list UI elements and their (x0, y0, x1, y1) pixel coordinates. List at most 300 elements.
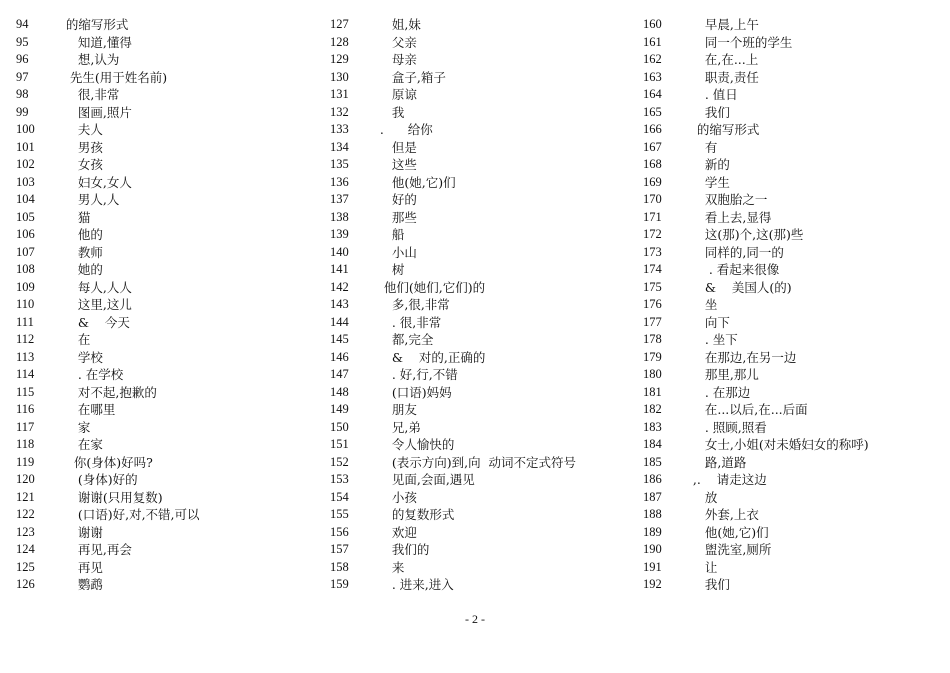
entry-number: 153 (330, 472, 349, 486)
entry-number: 157 (330, 542, 349, 556)
entry-meaning: . 照顾,照看 (681, 419, 767, 435)
vocab-entry (330, 16, 576, 34)
entry-meaning: 在哪里 (54, 402, 116, 417)
entry-meaning: 的缩写形式 (681, 122, 760, 137)
vocab-entry (643, 191, 869, 209)
vocab-entry (16, 279, 200, 297)
entry-number: 125 (16, 559, 35, 574)
vocab-entry (643, 279, 869, 297)
entry-meaning: 他的 (54, 227, 103, 242)
vocab-entry (16, 384, 200, 402)
vocab-entry (643, 121, 869, 139)
vocab-entry (16, 191, 200, 209)
vocab-entry (330, 244, 576, 262)
entry-meaning: 兄,弟 (368, 419, 421, 435)
vocab-column-2 (330, 16, 576, 594)
entry-meaning: (表示方向)到,向 动词不定式符号 (368, 454, 577, 470)
vocab-entry (643, 16, 869, 34)
entry-meaning: (口语)好,对,不错,可以 (54, 507, 200, 522)
vocab-entry (330, 366, 576, 384)
entry-number: 97 (16, 69, 29, 84)
entry-meaning: 我 (368, 104, 405, 120)
vocab-entry (643, 156, 869, 174)
entry-number: 115 (16, 384, 35, 399)
entry-meaning: 路,道路 (681, 454, 747, 470)
entry-meaning: 先生(用于姓名前) (54, 69, 168, 85)
entry-number: 173 (643, 244, 662, 259)
vocab-entry (330, 121, 576, 139)
entry-meaning: 母亲 (368, 52, 417, 67)
entry-meaning: ,. 请走这边 (681, 472, 767, 487)
entry-meaning: . 进来,进入 (368, 577, 454, 592)
entry-number: 156 (330, 524, 349, 539)
entry-meaning: 图画,照片 (54, 104, 132, 120)
entry-meaning: 外套,上衣 (681, 507, 759, 522)
entry-number: 187 (643, 489, 662, 504)
entry-number: 150 (330, 419, 349, 434)
entry-number: 103 (16, 174, 35, 189)
entry-meaning: 同一个班的学生 (681, 34, 793, 50)
entry-meaning: & 美国人(的) (681, 279, 792, 295)
vocab-entry (330, 454, 576, 472)
vocab-entry (16, 419, 200, 437)
entry-number: 161 (643, 34, 662, 49)
vocab-entry (16, 541, 200, 559)
vocab-entry (16, 261, 200, 279)
vocab-entry (16, 209, 200, 227)
vocab-entry (643, 226, 869, 244)
entry-number: 186 (643, 472, 662, 486)
entry-meaning: 树 (368, 262, 405, 277)
entry-meaning: 放 (681, 489, 718, 505)
vocab-entry (643, 366, 869, 384)
vocab-entry (643, 314, 869, 332)
entry-number: 100 (16, 122, 35, 136)
entry-number: 142 (330, 279, 349, 294)
entry-number: 119 (16, 454, 35, 469)
entry-meaning: 很,非常 (54, 87, 120, 102)
vocab-entry (16, 331, 200, 349)
vocab-entry (330, 384, 576, 402)
entry-meaning: 好的 (368, 192, 417, 207)
entry-meaning: 在,在...上 (681, 52, 759, 67)
vocab-entry (643, 454, 869, 472)
entry-number: 138 (330, 209, 349, 224)
entry-number: 136 (330, 174, 349, 189)
vocab-entry (330, 349, 576, 367)
entry-meaning: 原谅 (368, 87, 417, 102)
vocab-entry (643, 244, 869, 262)
entry-meaning: 男孩 (54, 139, 103, 155)
entry-number: 114 (16, 367, 35, 381)
entry-number: 118 (16, 437, 35, 451)
entry-number: 175 (643, 279, 662, 294)
vocab-entry (16, 436, 200, 454)
entry-meaning: 小山 (368, 244, 417, 260)
entry-meaning: 鹦鹉 (54, 577, 103, 592)
entry-number: 128 (330, 34, 349, 49)
entry-number: 180 (643, 367, 662, 381)
vocab-entry (330, 191, 576, 209)
entry-number: 185 (643, 454, 662, 469)
vocab-entry (330, 86, 576, 104)
entry-number: 111 (16, 314, 34, 329)
entry-meaning: 猫 (54, 209, 91, 225)
entry-meaning: . 值日 (681, 87, 738, 102)
vocab-entry (330, 279, 576, 297)
entry-meaning: 在家 (54, 437, 103, 452)
entry-number: 188 (643, 507, 662, 521)
vocab-entry (16, 51, 200, 69)
entry-meaning: 的复数形式 (368, 507, 455, 522)
vocab-entry (330, 559, 576, 577)
entry-number: 143 (330, 297, 349, 311)
entry-number: 163 (643, 69, 662, 84)
vocab-entry (16, 454, 200, 472)
entry-meaning: . 给你 (368, 122, 433, 137)
entry-meaning: 双胞胎之一 (681, 192, 768, 207)
entry-meaning: 那里,那儿 (681, 367, 759, 382)
vocab-entry (643, 296, 869, 314)
entry-number: 177 (643, 314, 662, 329)
entry-meaning: 再见 (54, 559, 103, 575)
entry-meaning: 那些 (368, 209, 417, 225)
entry-meaning: 妇女,女人 (54, 174, 132, 190)
vocab-entry (330, 226, 576, 244)
vocab-entry (643, 86, 869, 104)
entry-meaning: (身体)好的 (54, 472, 138, 487)
entry-meaning: 在...以后,在...后面 (681, 402, 808, 417)
vocab-entry (330, 104, 576, 122)
entry-number: 169 (643, 174, 662, 189)
vocab-entry (330, 139, 576, 157)
vocab-entry (643, 401, 869, 419)
entry-number: 130 (330, 69, 349, 84)
vocab-entry (643, 471, 869, 489)
vocab-entry (16, 314, 200, 332)
entry-meaning: 这里,这儿 (54, 297, 132, 312)
entry-meaning: . 很,非常 (368, 314, 442, 330)
vocab-entry (330, 436, 576, 454)
entry-meaning: 我们 (681, 577, 730, 592)
vocab-entry (16, 174, 200, 192)
entry-number: 96 (16, 52, 29, 66)
entry-number: 123 (16, 524, 35, 539)
entry-number: 184 (643, 437, 662, 451)
vocab-entry (16, 576, 200, 594)
entry-number: 132 (330, 104, 349, 119)
entry-number: 160 (643, 17, 662, 31)
entry-number: 162 (643, 52, 662, 66)
entry-number: 122 (16, 507, 35, 521)
vocab-entry (643, 349, 869, 367)
entry-number: 131 (330, 87, 349, 101)
entry-number: 168 (643, 157, 662, 171)
entry-meaning: & 对的,正确的 (368, 349, 486, 365)
entry-meaning: 坐 (681, 297, 718, 312)
entry-meaning: 同样的,同一的 (681, 244, 784, 260)
vocab-entry (16, 156, 200, 174)
entry-meaning: 姐,妹 (368, 17, 421, 32)
vocab-column-3 (643, 16, 869, 594)
entry-meaning: (口语)妈妈 (368, 384, 452, 400)
entry-number: 191 (643, 559, 662, 574)
vocab-entry (330, 314, 576, 332)
entry-number: 146 (330, 349, 349, 364)
vocab-entry (643, 261, 869, 279)
entry-number: 133 (330, 122, 349, 136)
entry-number: 99 (16, 104, 29, 119)
entry-number: 147 (330, 367, 349, 381)
vocab-entry (16, 296, 200, 314)
vocab-entry (16, 104, 200, 122)
entry-number: 182 (643, 402, 662, 416)
entry-meaning: 我们 (681, 104, 730, 120)
vocab-entry (643, 419, 869, 437)
entry-meaning: 女孩 (54, 157, 103, 172)
entry-meaning: 家 (54, 419, 91, 435)
entry-meaning: 都,完全 (368, 332, 434, 347)
entry-meaning: 看上去,显得 (681, 209, 772, 225)
vocab-entry (643, 69, 869, 87)
entry-number: 159 (330, 577, 349, 591)
vocab-entry (330, 506, 576, 524)
vocab-entry (16, 69, 200, 87)
vocab-entry (16, 139, 200, 157)
vocab-entry (16, 16, 200, 34)
vocab-entry (16, 366, 200, 384)
entry-meaning: 这些 (368, 157, 417, 172)
entry-meaning: 欢迎 (368, 524, 417, 540)
entry-number: 192 (643, 577, 662, 591)
vocab-entry (330, 69, 576, 87)
entry-meaning: . 坐下 (681, 332, 738, 347)
entry-meaning: . 看起来很像 (681, 262, 780, 277)
entry-number: 108 (16, 262, 35, 276)
entry-meaning: 有 (681, 139, 718, 155)
entry-meaning: 父亲 (368, 34, 417, 50)
vocab-entry (16, 471, 200, 489)
vocab-entry (643, 104, 869, 122)
entry-number: 101 (16, 139, 35, 154)
entry-number: 167 (643, 139, 662, 154)
entry-meaning: . 在那边 (681, 384, 751, 400)
entry-meaning: 再见,再会 (54, 542, 132, 557)
entry-meaning: 职责,责任 (681, 69, 759, 85)
vocab-entry (330, 419, 576, 437)
entry-number: 144 (330, 314, 349, 329)
entry-number: 107 (16, 244, 35, 259)
entry-number: 151 (330, 437, 349, 451)
entry-number: 106 (16, 227, 35, 241)
vocab-entry (330, 489, 576, 507)
entry-number: 145 (330, 332, 349, 346)
entry-meaning: 谢谢(只用复数) (54, 489, 163, 505)
entry-meaning: 但是 (368, 139, 417, 155)
entry-meaning: 朋友 (368, 402, 417, 417)
entry-number: 148 (330, 384, 349, 399)
vocab-entry (16, 524, 200, 542)
entry-number: 109 (16, 279, 35, 294)
entry-number: 165 (643, 104, 662, 119)
entry-number: 95 (16, 34, 29, 49)
entry-number: 189 (643, 524, 662, 539)
entry-number: 178 (643, 332, 662, 346)
entry-number: 164 (643, 87, 662, 101)
entry-number: 190 (643, 542, 662, 556)
vocab-entry (643, 524, 869, 542)
vocab-entry (643, 489, 869, 507)
entry-meaning: 他(她,它)们 (368, 174, 456, 190)
entry-meaning: 想,认为 (54, 52, 120, 67)
entry-meaning: 来 (368, 559, 405, 575)
entry-meaning: 盥洗室,厕所 (681, 542, 772, 557)
vocab-entry (643, 209, 869, 227)
entry-number: 127 (330, 17, 349, 31)
vocab-entry (16, 401, 200, 419)
entry-meaning: 在那边,在另一边 (681, 349, 797, 365)
entry-number: 94 (16, 17, 29, 31)
entry-number: 181 (643, 384, 662, 399)
entry-meaning: . 好,行,不错 (368, 367, 458, 382)
entry-meaning: 对不起,抱歉的 (54, 384, 157, 400)
entry-number: 135 (330, 157, 349, 171)
vocab-entry (643, 34, 869, 52)
entry-number: 174 (643, 262, 662, 276)
entry-meaning: 见面,会面,遇见 (368, 472, 475, 487)
entry-number: 102 (16, 157, 35, 171)
entry-number: 183 (643, 419, 662, 434)
entry-meaning: 让 (681, 559, 718, 575)
vocab-entry (330, 471, 576, 489)
entry-meaning: 学校 (54, 349, 103, 365)
vocab-entry (643, 139, 869, 157)
entry-meaning: 每人,人人 (54, 279, 132, 295)
entry-meaning: . 在学校 (54, 367, 124, 382)
entry-number: 172 (643, 227, 662, 241)
vocab-entry (16, 559, 200, 577)
entry-meaning: 令人愉快的 (368, 437, 455, 452)
vocab-entry (330, 174, 576, 192)
entry-meaning: 早晨,上午 (681, 17, 759, 32)
entry-number: 116 (16, 402, 35, 416)
entry-number: 158 (330, 559, 349, 574)
entry-number: 166 (643, 122, 662, 136)
entry-number: 141 (330, 262, 349, 276)
entry-number: 139 (330, 227, 349, 241)
entry-number: 112 (16, 332, 35, 346)
vocab-entry (330, 331, 576, 349)
entry-number: 120 (16, 472, 35, 486)
vocab-entry (16, 489, 200, 507)
vocab-entry (330, 524, 576, 542)
entry-meaning: 小孩 (368, 489, 417, 505)
vocab-entry (16, 349, 200, 367)
entry-meaning: 盒子,箱子 (368, 69, 446, 85)
entry-meaning: 船 (368, 227, 405, 242)
entry-number: 98 (16, 87, 29, 101)
entry-meaning: & 今天 (54, 314, 130, 330)
entry-meaning: 他们(她们,它们)的 (368, 279, 486, 295)
entry-number: 140 (330, 244, 349, 259)
vocab-entry (643, 331, 869, 349)
vocab-entry (643, 576, 869, 594)
vocab-entry (16, 244, 200, 262)
entry-meaning: 你(身体)好吗? (54, 454, 153, 470)
entry-meaning: 我们的 (368, 542, 430, 557)
vocab-entry (16, 226, 200, 244)
entry-number: 152 (330, 454, 349, 469)
entry-meaning: 男人,人 (54, 192, 120, 207)
entry-meaning: 夫人 (54, 122, 103, 137)
entry-number: 113 (16, 349, 35, 364)
entry-number: 171 (643, 209, 662, 224)
entry-number: 137 (330, 192, 349, 206)
vocab-entry (643, 174, 869, 192)
entry-number: 134 (330, 139, 349, 154)
entry-number: 154 (330, 489, 349, 504)
entry-meaning: 女士,小姐(对未婚妇女的称呼) (681, 437, 869, 452)
entry-meaning: 在 (54, 332, 91, 347)
vocab-entry (330, 541, 576, 559)
entry-number: 170 (643, 192, 662, 206)
vocab-entry (643, 384, 869, 402)
vocab-entry (330, 209, 576, 227)
entry-meaning: 教师 (54, 244, 103, 260)
vocab-column-1 (16, 16, 200, 594)
vocab-entry (643, 436, 869, 454)
vocab-entry (330, 296, 576, 314)
entry-meaning: 谢谢 (54, 524, 103, 540)
vocab-entry (16, 34, 200, 52)
vocab-entry (330, 261, 576, 279)
entry-number: 105 (16, 209, 35, 224)
page-number: - 2 - (465, 612, 485, 626)
entry-meaning: 这(那)个,这(那)些 (681, 227, 804, 242)
vocab-entry (330, 34, 576, 52)
entry-meaning: 她的 (54, 262, 103, 277)
entry-number: 176 (643, 297, 662, 311)
entry-number: 149 (330, 402, 349, 416)
entry-meaning: 知道,懂得 (54, 34, 132, 50)
vocab-entry (330, 576, 576, 594)
entry-meaning: 多,很,非常 (368, 297, 450, 312)
vocab-entry (16, 121, 200, 139)
vocab-entry (643, 506, 869, 524)
entry-number: 179 (643, 349, 662, 364)
entry-number: 117 (16, 419, 35, 434)
entry-number: 126 (16, 577, 35, 591)
vocab-entry (16, 506, 200, 524)
entry-number: 121 (16, 489, 35, 504)
vocab-entry (330, 51, 576, 69)
vocab-entry (330, 156, 576, 174)
vocab-entry (643, 541, 869, 559)
entry-meaning: 学生 (681, 174, 730, 190)
entry-number: 155 (330, 507, 349, 521)
vocab-entry (643, 51, 869, 69)
entry-number: 104 (16, 192, 35, 206)
entry-meaning: 的缩写形式 (54, 17, 129, 32)
entry-meaning: 向下 (681, 314, 730, 330)
entry-number: 129 (330, 52, 349, 66)
vocab-entry (643, 559, 869, 577)
entry-number: 124 (16, 542, 35, 556)
vocab-entry (16, 86, 200, 104)
entry-meaning: 新的 (681, 157, 730, 172)
entry-number: 110 (16, 297, 35, 311)
vocab-entry (330, 401, 576, 419)
